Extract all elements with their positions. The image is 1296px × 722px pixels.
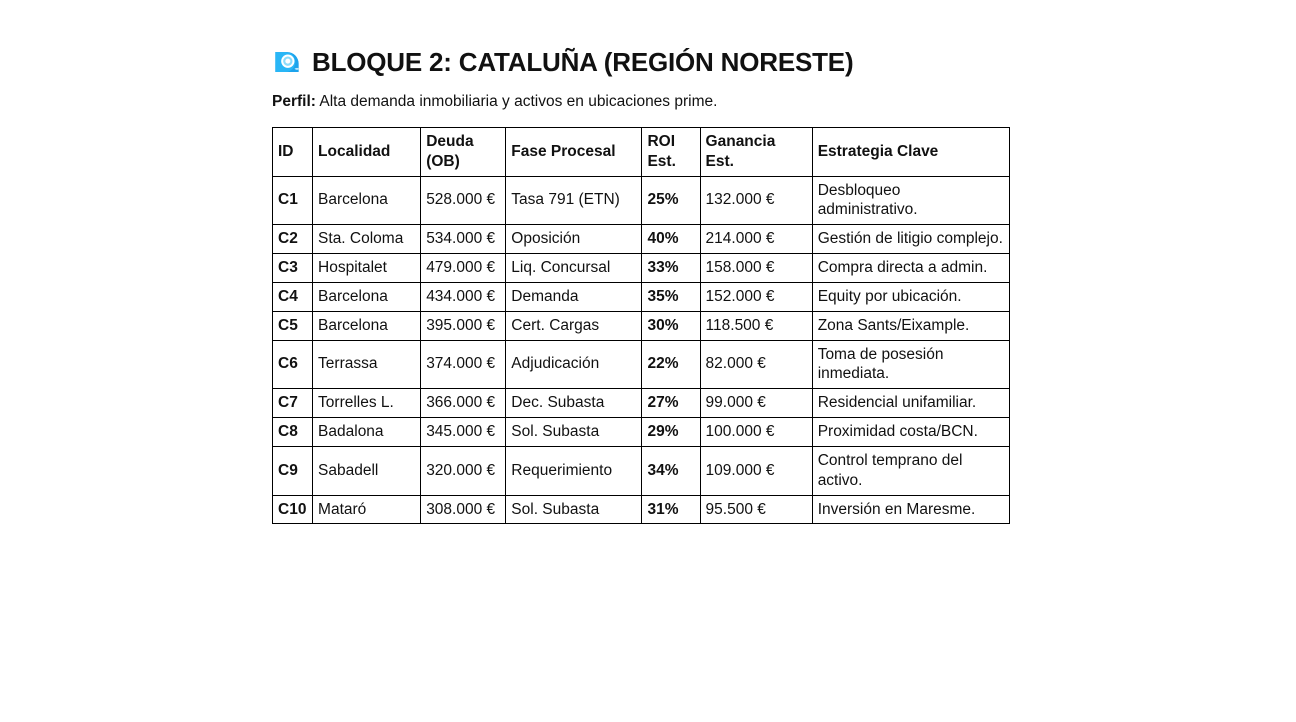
table-row <box>273 282 1010 311</box>
cell-fase: Cert. Cargas <box>506 311 642 340</box>
wave-icon <box>272 47 302 77</box>
cell-deuda: 308.000 € <box>421 495 506 524</box>
cell-roi: 35% <box>642 282 700 311</box>
cell-roi: 31% <box>642 495 700 524</box>
table-row <box>273 495 1010 524</box>
cell-fase: Sol. Subasta <box>506 495 642 524</box>
cell-deuda: 528.000 € <box>421 176 506 225</box>
cell-localidad: Badalona <box>313 418 421 447</box>
cell-localidad: Torrelles L. <box>313 389 421 418</box>
page-title-text: BLOQUE 2: CATALUÑA (REGIÓN NORESTE) <box>312 46 854 77</box>
profile-line <box>272 92 1012 113</box>
cell-ganancia: 118.500 € <box>700 311 812 340</box>
cell-ganancia: 82.000 € <box>700 340 812 389</box>
cell-estrategia: Control temprano del activo. <box>812 446 1009 495</box>
cell-localidad: Mataró <box>313 495 421 524</box>
cell-localidad: Sabadell <box>313 446 421 495</box>
cell-ganancia: 109.000 € <box>700 446 812 495</box>
table-row <box>273 340 1010 389</box>
table-row <box>273 254 1010 283</box>
cell-deuda: 374.000 € <box>421 340 506 389</box>
cell-roi: 29% <box>642 418 700 447</box>
cell-ganancia: 132.000 € <box>700 176 812 225</box>
cell-roi: 30% <box>642 311 700 340</box>
cell-fase: Demanda <box>506 282 642 311</box>
cell-fase: Oposición <box>506 225 642 254</box>
table-row <box>273 311 1010 340</box>
cell-roi: 34% <box>642 446 700 495</box>
profile-label: Perfil: <box>272 93 316 110</box>
cell-localidad: Barcelona <box>313 311 421 340</box>
page-title <box>272 44 1012 80</box>
cell-ganancia: 214.000 € <box>700 225 812 254</box>
column-header-fase: Fase Procesal <box>506 127 642 176</box>
cell-deuda: 479.000 € <box>421 254 506 283</box>
cell-id: C2 <box>273 225 313 254</box>
cell-estrategia: Gestión de litigio complejo. <box>812 225 1009 254</box>
cell-estrategia: Compra directa a admin. <box>812 254 1009 283</box>
cell-id: C4 <box>273 282 313 311</box>
table-row <box>273 446 1010 495</box>
cell-fase: Tasa 791 (ETN) <box>506 176 642 225</box>
deals-table <box>272 127 1010 524</box>
table-row <box>273 389 1010 418</box>
cell-estrategia: Toma de posesión inmediata. <box>812 340 1009 389</box>
cell-fase: Sol. Subasta <box>506 418 642 447</box>
cell-roi: 25% <box>642 176 700 225</box>
cell-ganancia: 95.500 € <box>700 495 812 524</box>
cell-id: C10 <box>273 495 313 524</box>
column-header-ganancia: Ganancia Est. <box>700 127 812 176</box>
cell-deuda: 395.000 € <box>421 311 506 340</box>
column-header-estrategia: Estrategia Clave <box>812 127 1009 176</box>
cell-roi: 27% <box>642 389 700 418</box>
cell-id: C5 <box>273 311 313 340</box>
cell-estrategia: Zona Sants/Eixample. <box>812 311 1009 340</box>
document-content <box>272 44 1012 524</box>
cell-fase: Adjudicación <box>506 340 642 389</box>
cell-fase: Requerimiento <box>506 446 642 495</box>
cell-deuda: 345.000 € <box>421 418 506 447</box>
cell-deuda: 534.000 € <box>421 225 506 254</box>
cell-id: C1 <box>273 176 313 225</box>
cell-ganancia: 100.000 € <box>700 418 812 447</box>
table-row <box>273 418 1010 447</box>
table-body <box>273 176 1010 524</box>
cell-estrategia: Residencial unifamiliar. <box>812 389 1009 418</box>
table-row <box>273 176 1010 225</box>
cell-estrategia: Desbloqueo administrativo. <box>812 176 1009 225</box>
cell-deuda: 320.000 € <box>421 446 506 495</box>
cell-localidad: Hospitalet <box>313 254 421 283</box>
column-header-id: ID <box>273 127 313 176</box>
cell-deuda: 366.000 € <box>421 389 506 418</box>
cell-localidad: Barcelona <box>313 176 421 225</box>
column-header-localidad: Localidad <box>313 127 421 176</box>
cell-ganancia: 152.000 € <box>700 282 812 311</box>
cell-roi: 33% <box>642 254 700 283</box>
cell-localidad: Barcelona <box>313 282 421 311</box>
cell-id: C6 <box>273 340 313 389</box>
table-header-row <box>273 127 1010 176</box>
cell-estrategia: Inversión en Maresme. <box>812 495 1009 524</box>
cell-roi: 22% <box>642 340 700 389</box>
cell-estrategia: Equity por ubicación. <box>812 282 1009 311</box>
cell-localidad: Terrassa <box>313 340 421 389</box>
cell-id: C9 <box>273 446 313 495</box>
cell-id: C3 <box>273 254 313 283</box>
profile-text: Alta demanda inmobiliaria y activos en ubicaciones prime. <box>319 93 718 110</box>
cell-id: C7 <box>273 389 313 418</box>
cell-estrategia: Proximidad costa/BCN. <box>812 418 1009 447</box>
column-header-deuda: Deuda (OB) <box>421 127 506 176</box>
cell-deuda: 434.000 € <box>421 282 506 311</box>
cell-ganancia: 99.000 € <box>700 389 812 418</box>
cell-id: C8 <box>273 418 313 447</box>
table-header <box>273 127 1010 176</box>
column-header-roi: ROI Est. <box>642 127 700 176</box>
cell-fase: Dec. Subasta <box>506 389 642 418</box>
table-row <box>273 225 1010 254</box>
cell-localidad: Sta. Coloma <box>313 225 421 254</box>
cell-ganancia: 158.000 € <box>700 254 812 283</box>
cell-fase: Liq. Concursal <box>506 254 642 283</box>
cell-roi: 40% <box>642 225 700 254</box>
